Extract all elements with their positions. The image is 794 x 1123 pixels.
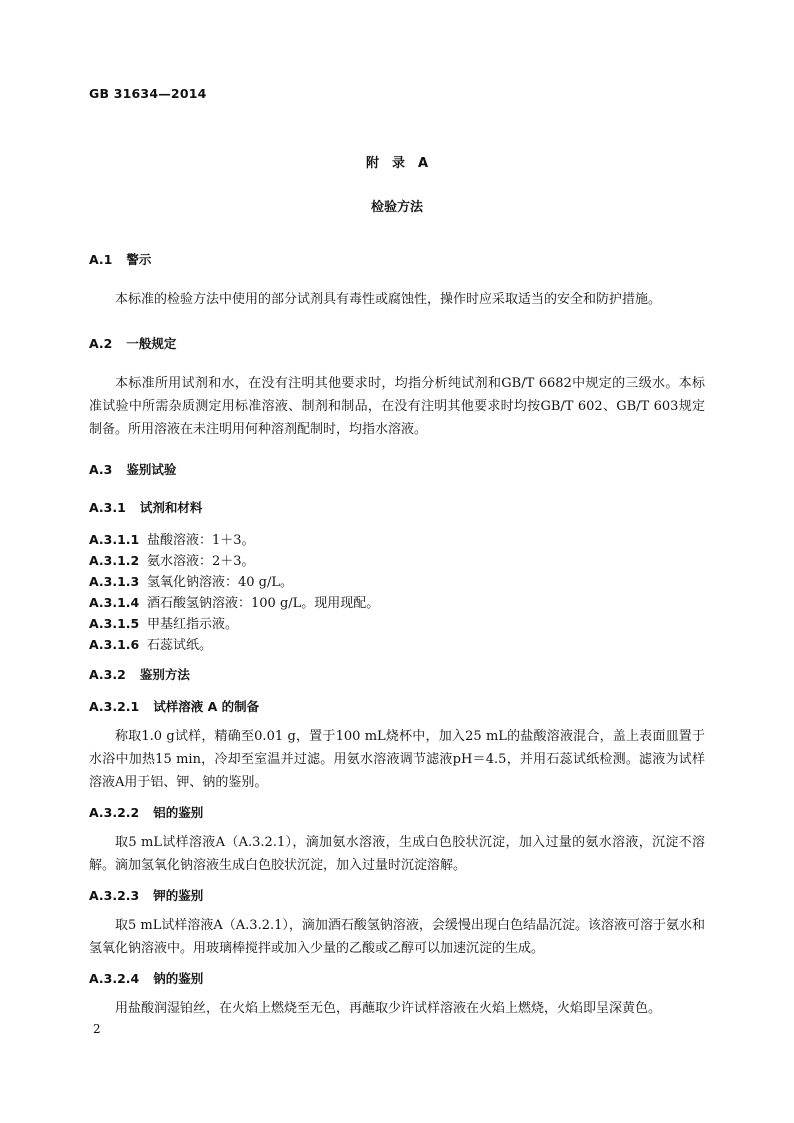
- section-title: 鉴别方法: [139, 667, 190, 682]
- standard-id: GB 31634—2014: [89, 86, 207, 101]
- section-number: A.3.2.2: [89, 805, 140, 820]
- section-title: 铝的鉴别: [153, 805, 204, 820]
- section-title: 试剂和材料: [139, 500, 203, 515]
- item-text: 盐酸溶液：1＋3。: [147, 533, 255, 548]
- page-number: 2: [93, 1022, 101, 1036]
- appendix-title: 附 录 A: [365, 156, 429, 171]
- section-number: A.3: [89, 462, 113, 477]
- section-number: A.3.2.3: [89, 888, 140, 903]
- section-number: A.2: [89, 336, 113, 351]
- item-text: 甲基红指示液。: [147, 617, 239, 632]
- section-heading-a31: [89, 498, 202, 516]
- item-number: A.3.1.1: [89, 532, 140, 547]
- item-number: A.3.1.6: [89, 637, 140, 652]
- section-heading-a3: [89, 460, 176, 478]
- section-heading-a322: [89, 803, 203, 821]
- section-heading-a324: [89, 969, 203, 987]
- section-heading-a2: [89, 334, 176, 352]
- section-title: 试样溶液 A 的制备: [153, 699, 260, 714]
- section-number: A.3.2.1: [89, 699, 140, 714]
- section-heading-a32: [89, 665, 190, 683]
- list-item: [89, 529, 255, 548]
- item-text: 氢氧化钠溶液：40 g/L。: [147, 575, 294, 590]
- list-item: [89, 634, 212, 653]
- item-text: 酒石酸氢钠溶液：100 g/L。现用现配。: [147, 596, 380, 611]
- item-number: A.3.1.5: [89, 616, 140, 631]
- paragraph-a322: 取5 mL试样溶液A（A.3.2.1），滴加氨水溶液，生成白色胶状沉淀，加入过量的氨水溶液，沉淀不溶解。滴加氢氧化钠溶液生成白色胶状沉淀，加入过量时沉淀溶解。: [89, 835, 705, 873]
- section-title: 钠的鉴别: [153, 971, 204, 986]
- list-item: [89, 613, 238, 632]
- section-number: A.3.2.4: [89, 971, 140, 986]
- item-number: A.3.1.2: [89, 553, 140, 568]
- appendix-subtitle: 检验方法: [370, 200, 423, 215]
- section-number: A.3.1: [89, 500, 126, 515]
- item-text: 石蕊试纸。: [147, 638, 213, 653]
- section-heading-a323: [89, 886, 203, 904]
- item-number: A.3.1.3: [89, 574, 140, 589]
- list-item: [89, 571, 293, 590]
- list-item: [89, 592, 379, 611]
- paragraph-a324: 用盐酸润湿铂丝，在火焰上燃烧至无色，再蘸取少许试样溶液在火焰上燃烧，火焰即呈深黄色。: [115, 1001, 662, 1016]
- section-title: 钾的鉴别: [153, 888, 204, 903]
- section-title: 一般规定: [126, 336, 177, 351]
- section-title: 警示: [126, 252, 152, 267]
- section-number: A.1: [89, 252, 113, 267]
- section-heading-a1: [89, 250, 151, 268]
- section-number: A.3.2: [89, 667, 126, 682]
- list-item: [89, 550, 255, 569]
- item-number: A.3.1.4: [89, 595, 140, 610]
- paragraph-a321: 称取1.0 g试样，精确至0.01 g，置于100 mL烧杯中，加入25 mL的盐酸溶液混合，盖上表面皿置于水浴中加热15 min，冷却至室温并过滤。用氨水溶液调节滤液pH＝4.5，并用石蕊试纸检测。滤液为试样溶液A用于铝、钾、钠的鉴别。: [89, 729, 705, 790]
- section-title: 鉴别试验: [126, 462, 177, 477]
- paragraph-a1: 本标准的检验方法中使用的部分试剂具有毒性或腐蚀性，操作时应采取适当的安全和防护措施。: [115, 292, 662, 307]
- item-text: 氨水溶液：2＋3。: [147, 554, 255, 569]
- section-heading-a321: [89, 697, 259, 715]
- paragraph-a2: 本标准所用试剂和水，在没有注明其他要求时，均指分析纯试剂和GB/T 6682中规定的三级水。本标准试验中所需杂质测定用标准溶液、制剂和制品，在没有注明其他要求时均按GB/T 602、GB/T 603规定制备。所用溶液在未注明用何种溶剂配制时，均指水溶液。: [89, 376, 705, 437]
- paragraph-a323: 取5 mL试样溶液A（A.3.2.1），滴加酒石酸氢钠溶液，会缓慢出现白色结晶沉淀。该溶液可溶于氨水和氢氧化钠溶液中。用玻璃棒搅拌或加入少量的乙酸或乙醇可以加速沉淀的生成。: [89, 918, 705, 956]
